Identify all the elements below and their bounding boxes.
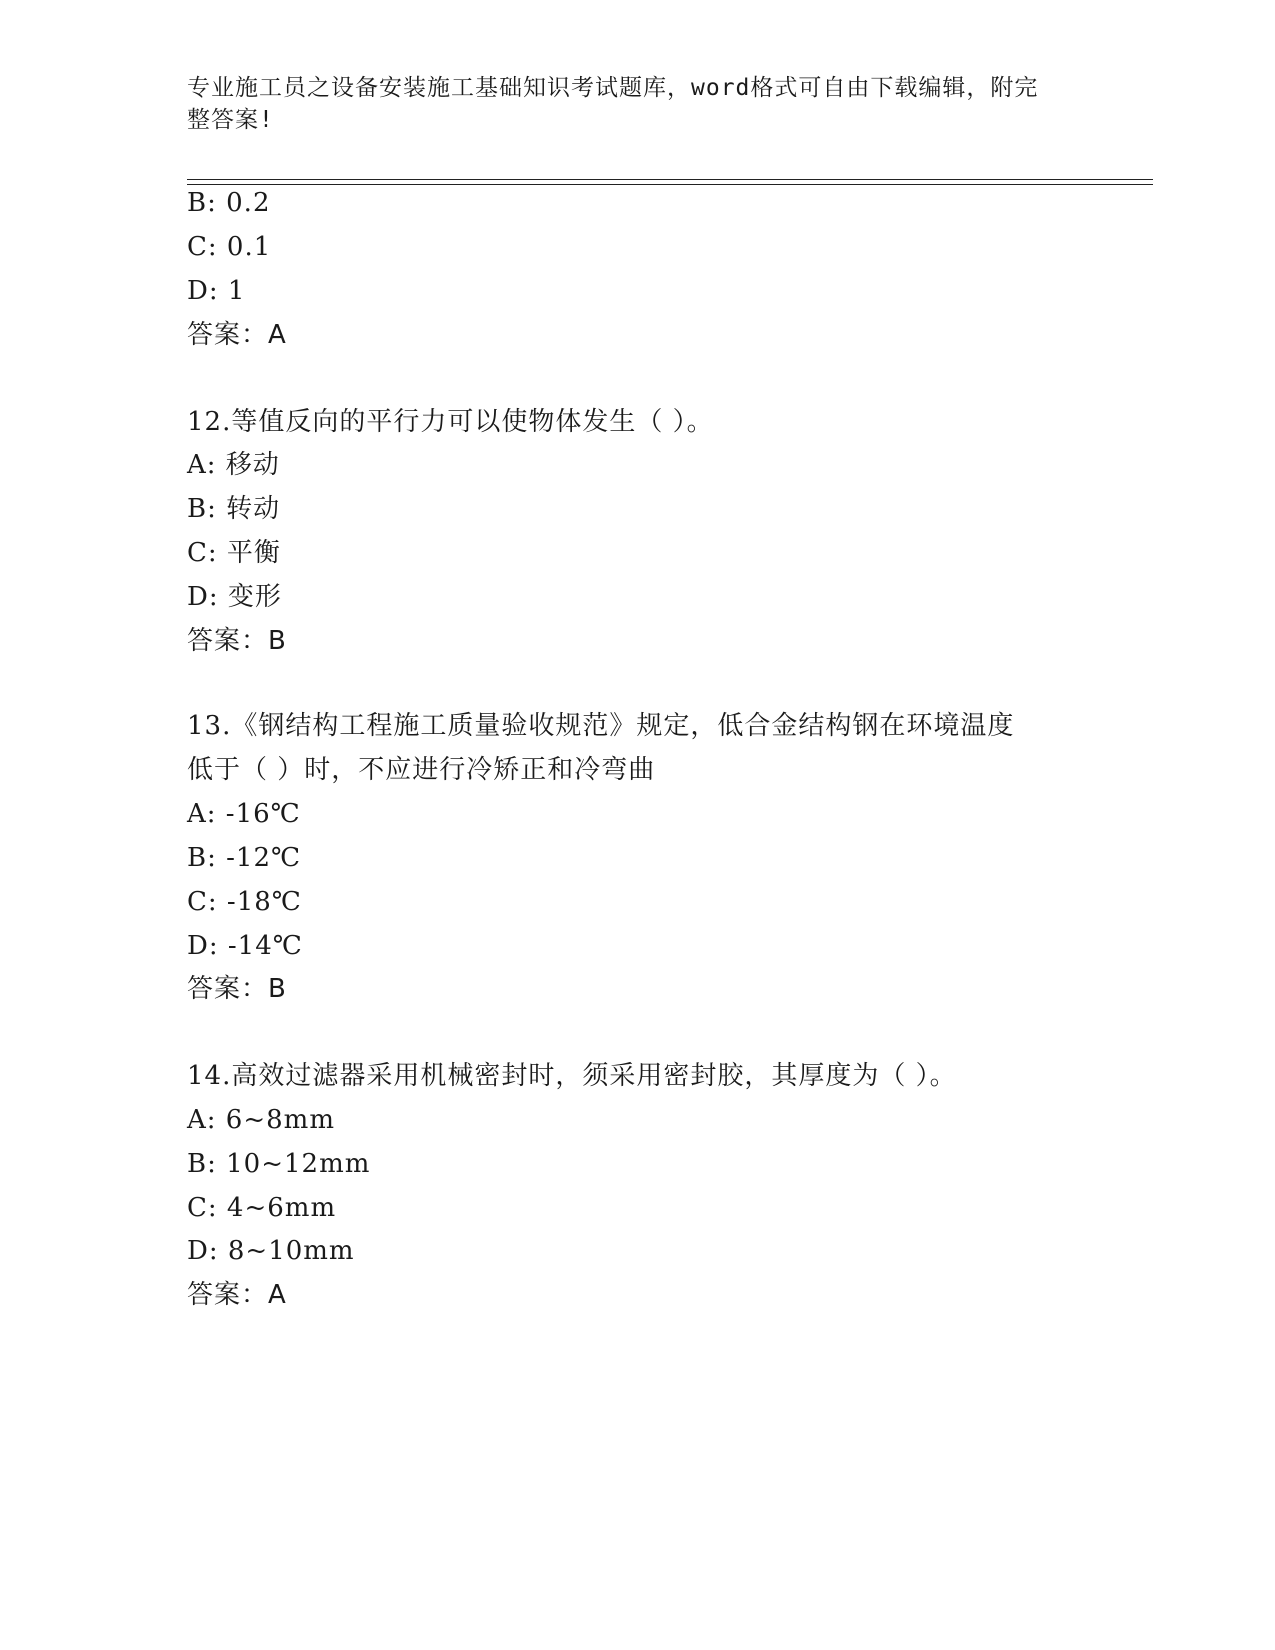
option-a: A: 6~8mm	[187, 1105, 335, 1135]
option-c: C: -18℃	[187, 887, 302, 917]
option-d: D: 变形	[187, 582, 282, 612]
header-line-2: 整答案!	[187, 107, 274, 133]
option-a: A: 移动	[187, 450, 280, 480]
option-a: A: -16℃	[187, 799, 301, 829]
option-b: B: 转动	[187, 494, 281, 524]
answer-label: 答案：B	[187, 626, 287, 656]
question-13-line-1: 13.《钢结构工程施工质量验收规范》规定，低合金结构钢在环境温度	[187, 711, 1015, 741]
option-b: B: 10~12mm	[187, 1149, 371, 1179]
option-d: D: -14℃	[187, 931, 303, 961]
question-14: 14.高效过滤器采用机械密封时，须采用密封胶，其厚度为（ ）。	[187, 1061, 957, 1091]
header-line-1: 专业施工员之设备安装施工基础知识考试题库，word格式可自由下载编辑，附完	[187, 75, 1039, 101]
question-12: 12.等值反向的平行力可以使物体发生（ ）。	[187, 407, 714, 437]
option-b: B: -12℃	[187, 843, 302, 873]
option-b: B: 0.2	[187, 188, 271, 218]
header-divider	[187, 179, 1153, 185]
question-13-line-2: 低于（ ）时，不应进行冷矫正和冷弯曲	[187, 755, 656, 785]
option-d: D: 1	[187, 276, 246, 306]
answer-label: 答案：A	[187, 320, 287, 350]
option-c: C: 平衡	[187, 538, 281, 568]
answer-label: 答案：B	[187, 974, 287, 1004]
option-d: D: 8~10mm	[187, 1236, 355, 1266]
document-header	[187, 72, 1067, 136]
answer-label: 答案：A	[187, 1280, 287, 1310]
option-c: C: 4~6mm	[187, 1193, 337, 1223]
option-c: C: 0.1	[187, 232, 272, 262]
